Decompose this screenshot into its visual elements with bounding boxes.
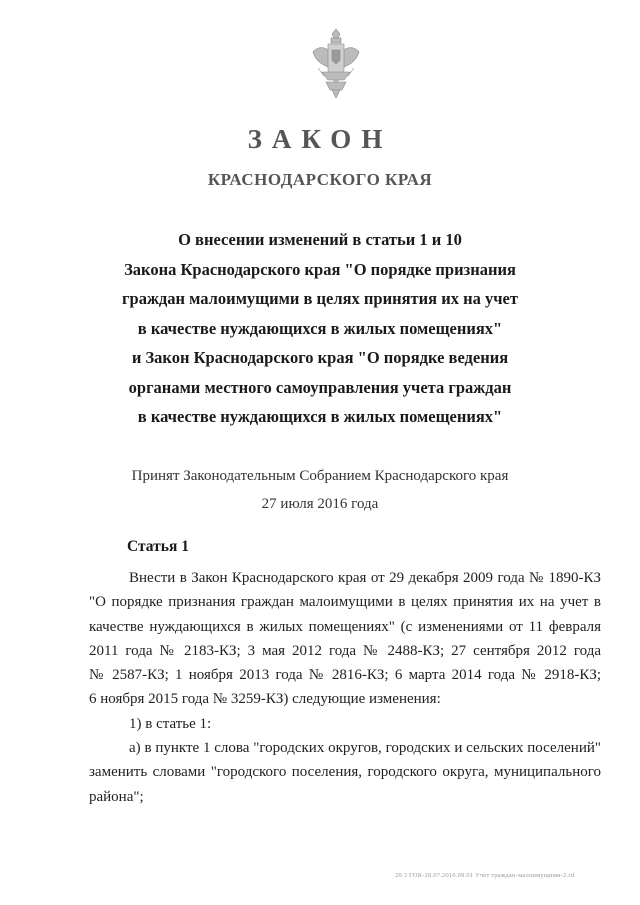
heading-line: в качестве нуждающихся в жилых помещениях" xyxy=(137,318,503,338)
text-line: качестве нуждающихся в жилых помещениях" (с изменениями от 11 февраля xyxy=(89,618,601,635)
paragraph xyxy=(89,566,601,712)
text-line: 1) в статье 1: xyxy=(129,715,212,732)
heading-line: О внесении изменений в статьи 1 и 10 xyxy=(178,230,462,249)
heading-line: органами местного самоуправления учета граждан xyxy=(128,377,512,397)
heading-line: в качестве нуждающихся в жилых помещениях" xyxy=(137,407,503,426)
article-title: Статья 1 xyxy=(127,538,189,555)
text-line: 6 ноября 2015 года № 3259-КЗ) следующие изменения: xyxy=(89,691,441,708)
text-line: Внести в Закон Краснодарского края от 29 декабря 2009 года № 1890-КЗ xyxy=(129,570,601,586)
law-title: ЗАКОН xyxy=(247,124,393,154)
text-line: заменить словами "городского поселения, городского округа, муниципального xyxy=(89,764,601,781)
law-heading xyxy=(0,225,640,432)
file-footer: 20.3 ГОК-28.07.2016.09.01 Учет граждан-малоимущими-2.rtf xyxy=(395,872,576,879)
article-body xyxy=(89,566,601,809)
law-subtitle: КРАСНОДАРСКОГО КРАЯ xyxy=(207,170,433,189)
heading-line: Закона Краснодарского края "О порядке признания xyxy=(124,259,516,279)
text-line: "О порядке признания граждан малоимущими в целях принятия их на учет в xyxy=(89,594,601,611)
text-line: района"; xyxy=(89,788,144,805)
coat-of-arms-icon xyxy=(310,28,362,100)
item-1 xyxy=(89,712,601,736)
adoption-line: Принят Законодательным Собранием Краснодарского края xyxy=(131,468,509,484)
text-line: № 2587-КЗ; 1 ноября 2013 года № 2816-КЗ; 6 марта 2014 года № 2918-КЗ; xyxy=(89,667,601,684)
text-line: 2011 года № 2183-КЗ; 3 мая 2012 года № 2488-КЗ; 27 сентября 2012 года xyxy=(89,642,601,659)
heading-line: и Закон Краснодарского края "О порядке ведения xyxy=(131,348,509,367)
heading-line: граждан малоимущими в целях принятия их на учет xyxy=(122,289,518,308)
text-line: а) в пункте 1 слова "городских округов, городских и сельских поселений" xyxy=(129,740,601,757)
adoption-date: 27 июля 2016 года xyxy=(261,496,379,512)
adoption-info xyxy=(0,462,640,518)
item-a xyxy=(89,736,601,809)
